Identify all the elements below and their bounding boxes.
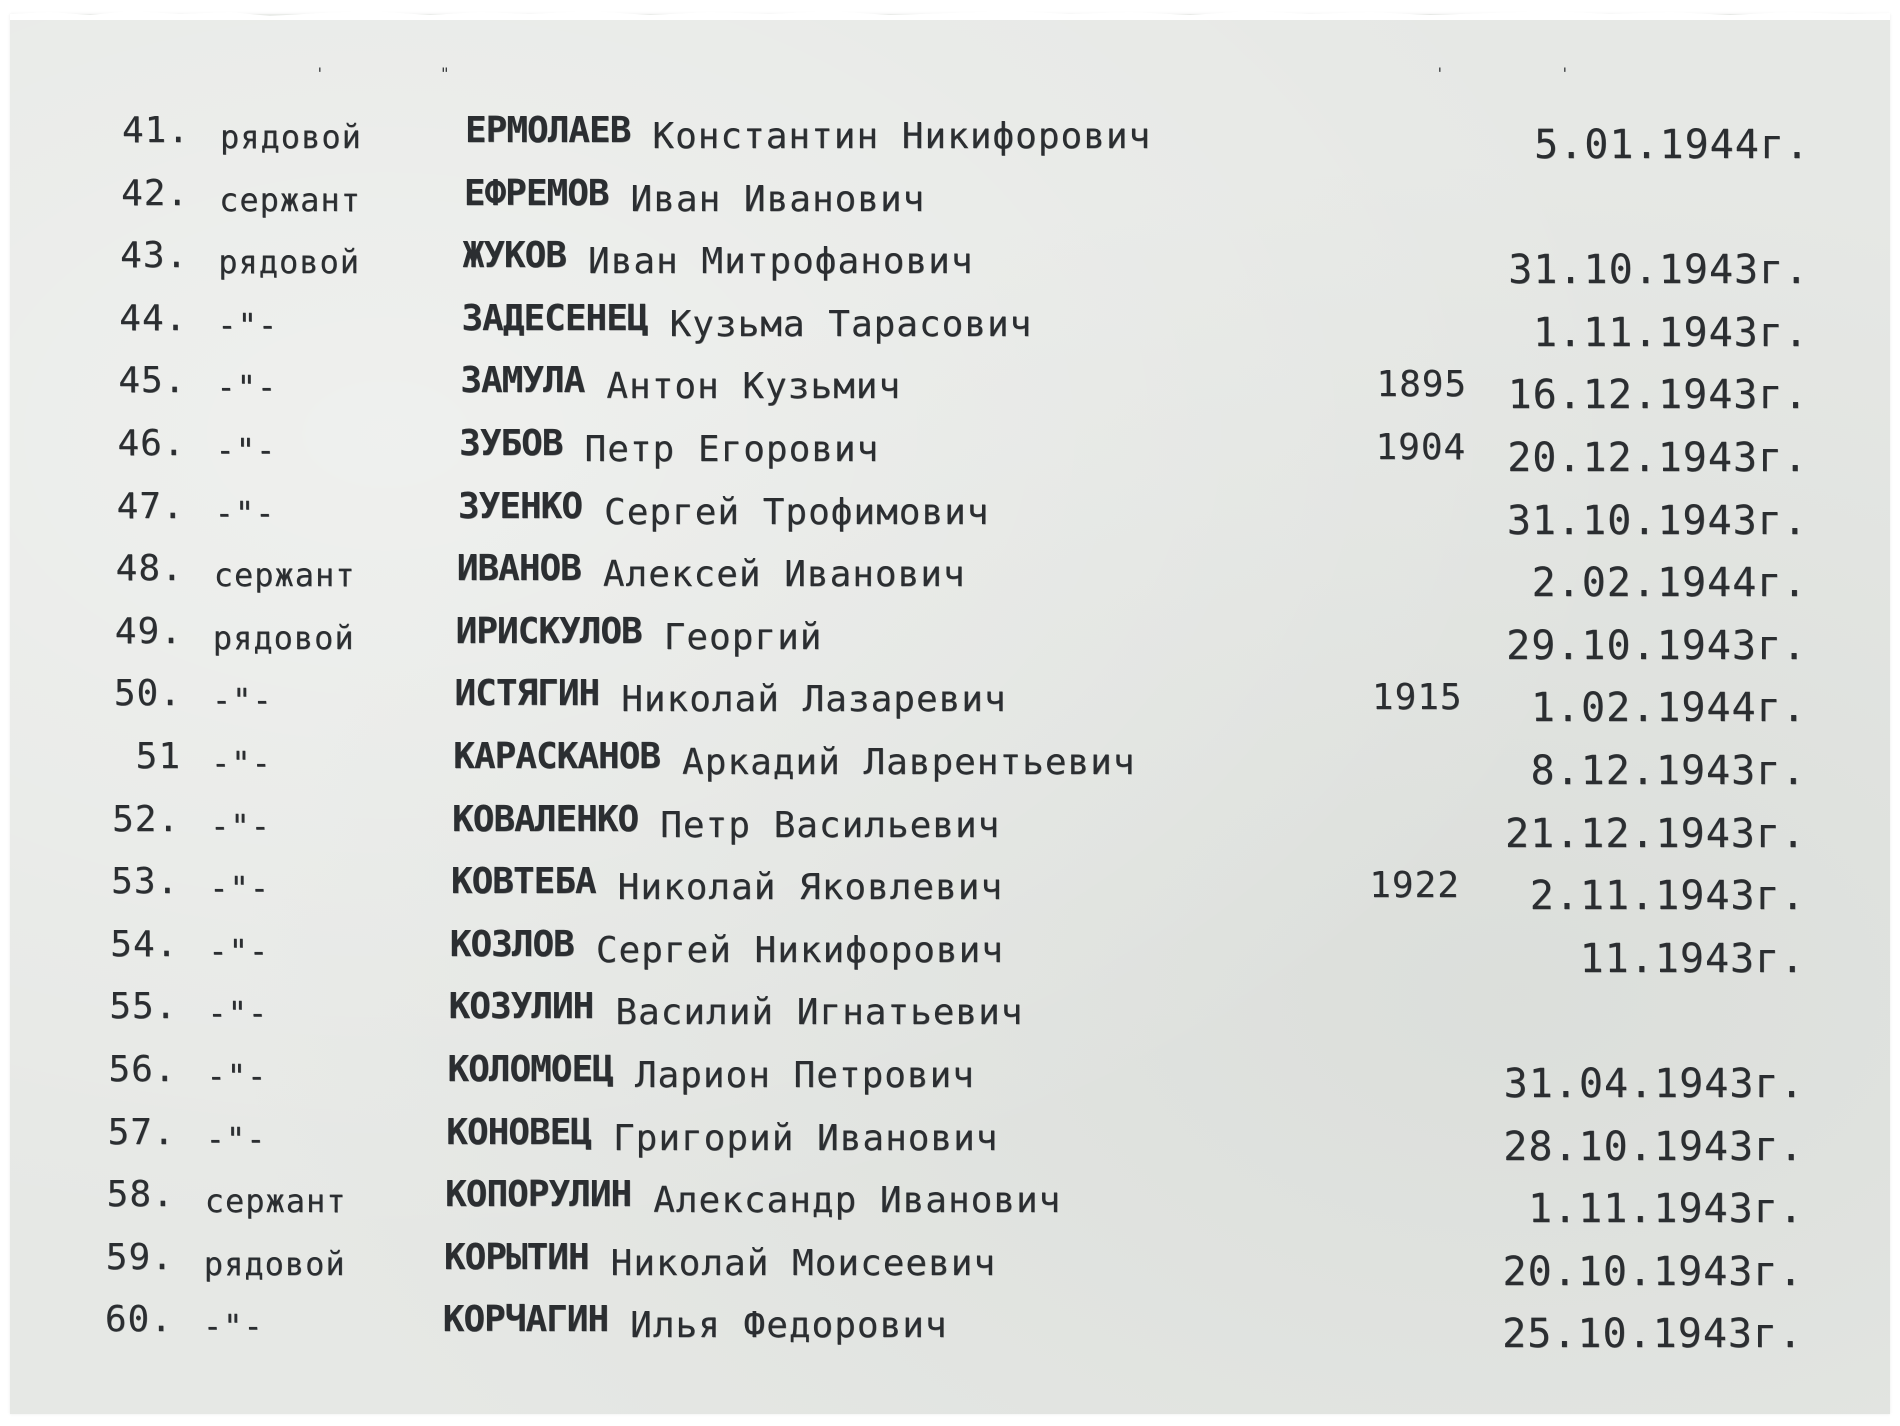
list-item (10, 1049, 1890, 1109)
entry-rank: рядовой (203, 1244, 346, 1283)
list-item (10, 298, 1890, 358)
entry-rank: рядовой (218, 243, 361, 282)
entry-rank: -"- (209, 869, 270, 908)
entry-date: 21.12.1943г. (1505, 810, 1807, 857)
entry-surname: ИСТЯГИН (454, 673, 600, 715)
entry-surname: ЗУБОВ (459, 423, 563, 464)
list-item (10, 423, 1890, 483)
entry-surname: ЗАМУЛА (460, 360, 585, 402)
entry-birth-year: 1904 (1375, 427, 1467, 468)
entry-date: 31.10.1943г. (1506, 497, 1808, 544)
entry-date: 1.11.1943г. (1533, 309, 1809, 356)
entry-surname: ИРИСКУЛОВ (455, 610, 642, 652)
entry-given-names: Ларион Петрович (634, 1055, 975, 1096)
entry-rank: сержант (204, 1182, 347, 1221)
list-item (10, 673, 1890, 733)
entry-date: 29.10.1943г. (1506, 622, 1808, 669)
list-item (10, 924, 1890, 984)
entry-surname: ЕРМОЛАЕВ (465, 110, 631, 151)
entry-rank: -"- (202, 1307, 264, 1346)
entry-given-names: Николай Лазаревич (621, 679, 1007, 721)
entry-birth-year: 1895 (1376, 364, 1468, 406)
entry-surname: КОЛОМОЕЦ (447, 1049, 613, 1090)
entry-surname: КОНОВЕЦ (446, 1111, 591, 1153)
entry-rank: -"- (208, 931, 270, 970)
entry-date: 28.10.1943г. (1503, 1123, 1805, 1170)
entry-number: 45. (118, 360, 187, 402)
entry-date: 25.10.1943г. (1502, 1311, 1804, 1358)
entry-surname: КОЗЛОВ (449, 923, 574, 965)
entry-rank: -"- (215, 431, 277, 469)
entry-date: 20.10.1943г. (1502, 1248, 1804, 1295)
entry-rank: сержант (219, 180, 361, 219)
list-item (10, 235, 1890, 295)
entry-rank: -"- (210, 806, 271, 845)
entry-number: 43. (120, 235, 189, 277)
entry-rank: рядовой (212, 618, 355, 657)
entry-number: 60. (104, 1299, 173, 1341)
entry-given-names: Алексей Иванович (602, 554, 966, 596)
entry-surname: КОВАЛЕНКО (452, 798, 639, 840)
entry-rank: -"- (206, 1057, 268, 1095)
entry-number: 49. (114, 610, 183, 652)
entry-rank: -"- (217, 305, 279, 344)
list-item (10, 1112, 1890, 1172)
entry-surname: КАРАСКАНОВ (453, 736, 661, 777)
list-item (10, 173, 1890, 233)
entry-number: 46. (117, 423, 186, 464)
entry-number: 57. (107, 1111, 176, 1153)
entry-given-names: Иван Митрофанович (588, 241, 974, 283)
entry-date: 8.12.1943г. (1530, 748, 1807, 794)
entry-number: 53. (111, 861, 180, 903)
entry-date: 1.11.1943г. (1527, 1186, 1804, 1233)
list-item (10, 110, 1890, 170)
entry-number: 50. (113, 673, 182, 715)
list-item (10, 1237, 1890, 1297)
entry-number: 47. (116, 485, 185, 527)
entry-rank: -"- (211, 681, 273, 720)
entry-surname: КОРЫТИН (443, 1236, 589, 1278)
entry-given-names: Сергей Трофимович (604, 491, 990, 533)
entry-given-names: Аркадий Лаврентьевич (682, 742, 1136, 783)
entry-rank: -"- (214, 493, 276, 532)
entry-number: 55. (109, 986, 178, 1028)
entry-date: 31.04.1943г. (1503, 1061, 1805, 1107)
entry-given-names: Василий Игнатьевич (615, 992, 1024, 1034)
entry-given-names: Илья Федорович (630, 1305, 948, 1347)
entry-rank: -"- (205, 1119, 267, 1158)
entry-surname: ЖУКОВ (462, 235, 567, 277)
entry-number: 42. (121, 172, 190, 214)
entry-surname: ЗАДЕСЕНЕЦ (461, 297, 648, 339)
entry-surname: КОПОРУЛИН (445, 1174, 632, 1216)
document-sheet (10, 14, 1890, 1414)
entry-given-names: Петр Егорович (584, 429, 880, 470)
list-item (10, 986, 1890, 1046)
entry-date: 11.1943г. (1579, 935, 1806, 982)
column-carry-marks: ' " ' ' (315, 64, 1570, 83)
entry-date: 20.12.1943г. (1507, 435, 1809, 481)
list-item (10, 861, 1890, 921)
entry-number: 59. (105, 1236, 174, 1278)
entry-rank: -"- (211, 744, 272, 782)
entry-given-names: Петр Васильевич (660, 804, 1001, 846)
entry-rank: рядовой (220, 118, 362, 156)
entry-number: 48. (115, 548, 184, 590)
entry-given-names: Иван Иванович (630, 178, 926, 220)
entry-date: 5.01.1944г. (1534, 122, 1810, 168)
entry-number: 56. (108, 1049, 177, 1090)
entry-given-names: Кузьма Тарасович (669, 303, 1033, 345)
entry-given-names: Георгий (663, 616, 823, 658)
entry-surname: КОЗУЛИН (448, 986, 594, 1028)
list-item (10, 548, 1890, 608)
entry-given-names: Григорий Иванович (612, 1117, 999, 1159)
entry-rank: сержант (213, 556, 356, 595)
entry-surname: ИВАНОВ (456, 548, 581, 590)
entry-date: 31.10.1943г. (1508, 247, 1810, 294)
entry-surname: ЗУЕНКО (457, 485, 583, 527)
list-item (10, 486, 1890, 546)
entry-number: 41. (121, 110, 190, 151)
entry-birth-year: 1915 (1371, 677, 1463, 719)
list-item (10, 799, 1890, 859)
entry-surname: КОВТЕБА (450, 861, 596, 903)
entry-given-names: Александр Иванович (653, 1180, 1062, 1222)
entry-date: 2.11.1943г. (1529, 873, 1806, 920)
entry-number: 58. (106, 1174, 175, 1216)
list-item (10, 1299, 1890, 1359)
list-item (10, 1174, 1890, 1234)
entry-surname: КОРЧАГИН (442, 1299, 609, 1341)
list-item (10, 611, 1890, 671)
entry-date: 16.12.1943г. (1507, 372, 1809, 419)
entry-number: 51 (135, 736, 181, 777)
entry-given-names: Константин Никифорович (652, 116, 1152, 157)
list-item (10, 736, 1890, 796)
entry-number: 52. (112, 798, 181, 840)
entry-date: 1.02.1944г. (1530, 685, 1807, 732)
entry-date: 2.02.1944г. (1531, 560, 1808, 607)
entry-birth-year: 1922 (1369, 865, 1460, 907)
list-item (10, 360, 1890, 420)
entry-number: 44. (119, 297, 188, 339)
entry-rank: -"- (207, 994, 269, 1033)
entry-surname: ЕФРЕМОВ (463, 172, 609, 214)
entry-number: 54. (110, 923, 179, 965)
entry-given-names: Сергей Никифорович (595, 929, 1004, 971)
casualty-list (10, 14, 1890, 1414)
entry-given-names: Николай Моисеевич (610, 1242, 997, 1284)
entry-given-names: Антон Кузьмич (606, 366, 902, 408)
entry-rank: -"- (216, 368, 278, 407)
entry-given-names: Николай Яковлевич (617, 867, 1004, 909)
